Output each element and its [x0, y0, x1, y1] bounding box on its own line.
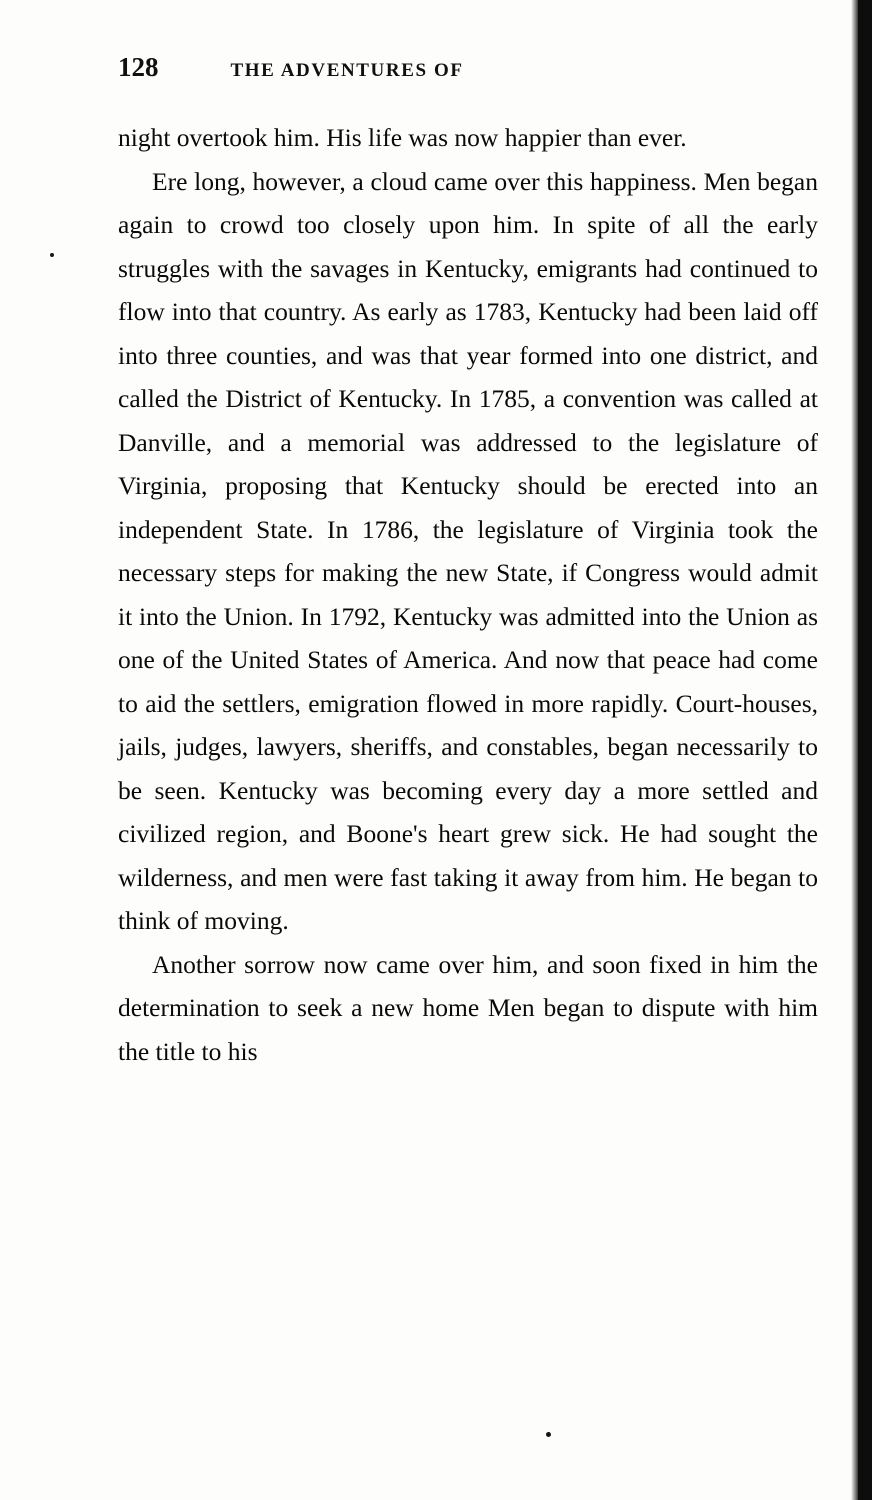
page-number: 128 [118, 52, 159, 82]
margin-speck [50, 253, 54, 257]
running-head: THE ADVENTURES OF [230, 60, 464, 81]
paragraph: Another sorrow now came over him, and soon fixed in him the determination to seek a new home Men began to dispute with him the title to his [118, 949, 818, 1066]
paragraph: night overtook him. His life was now happier than ever. [118, 123, 687, 152]
page-binding-edge [858, 0, 872, 1500]
page-content [118, 52, 818, 1073]
paragraph: Ere long, however, a cloud came over this happiness. Men began again to crowd too closely upon him. In spite of all the early struggles with the savages in Kentucky, emigrants had continued to flow into that country. As early as 1783, Kentucky had been laid off into three counties, and was that year formed into one district, and called the District of Kentucky. In 1785, a convention was called at Danville, and a memorial was addressed to the legislature of Virginia, proposing that Kentucky should be erected into an independent State. In 1786, the legislature of Virginia took the necessary steps for making the new State, if Congress would admit it into the Union. In 1792, Kentucky was admitted into the Union as one of the United States of America. And now that peace had come to aid the settlers, emigration flowed in more rapidly. Court-houses, jails, judges, lawyers, sheriffs, and constables, began necessarily to be seen. Kentucky was becoming every day a more settled and civilized region, and Boone's heart grew sick. He had sought the wilderness, and men were fast taking it away from him. He began to think of moving. [118, 166, 818, 935]
body-text [118, 116, 818, 1073]
page-header [118, 52, 818, 92]
footer-speck [546, 1432, 551, 1437]
page-binding-shadow [851, 0, 858, 1500]
